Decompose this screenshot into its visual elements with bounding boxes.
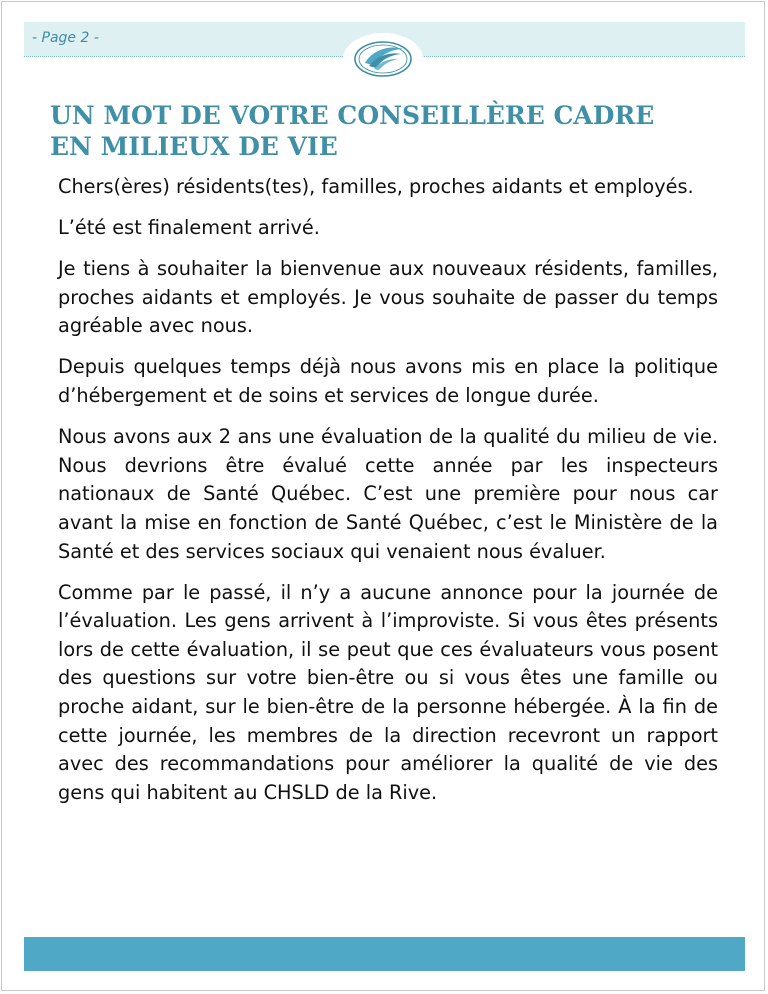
- title-line-1: UN MOT DE VOTRE CONSEILLÈRE CADRE: [50, 101, 655, 130]
- page-number: - Page 2 -: [32, 30, 99, 46]
- article-body: [58, 173, 718, 820]
- paragraph: L’été est finalement arrivé.: [58, 216, 320, 240]
- paragraph: Depuis quelques temps déjà nous avons mis en place la politique d’hébergement et de soins et services de longue durée.: [58, 355, 718, 408]
- swoosh-emblem-icon: [351, 37, 415, 81]
- footer-band: [24, 937, 745, 971]
- logo: [343, 33, 423, 85]
- paragraph: Nous avons aux 2 ans une évaluation de la qualité du milieu de vie. Nous devrions être évalué cette année par les inspecteurs nationaux de Santé Québec. C’est une première pour nous car avant la mise en fonction de Santé Québec, c’est le Ministère de la Santé et des services sociaux qui venaient nous évaluer.: [58, 425, 718, 563]
- paragraph: Comme par le passé, il n’y a aucune annonce pour la journée de l’évaluation. Les gens arrivent à l’improviste. Si vous êtes présents lors de cette évaluation, il se peut que ces évaluateurs vous posent des questions sur votre bien-être ou si vous êtes une famille ou proche aidant, sur le bien-être de la personne hébergée. À la fin de cette journée, les membres de la direction recevront un rapport avec des recommandations pour améliorer la qualité de vie des gens qui habitent au CHSLD de la Rive.: [58, 580, 718, 804]
- page-title: [50, 100, 730, 162]
- paragraph: Je tiens à souhaiter la bienvenue aux nouveaux résidents, familles, proches aidants et employés. Je vous souhaite de passer du temps agréable avec nous.: [58, 257, 718, 338]
- paragraph: Chers(ères) résidents(tes), familles, proches aidants et employés.: [58, 175, 694, 198]
- title-line-2: EN MILIEUX DE VIE: [50, 132, 338, 161]
